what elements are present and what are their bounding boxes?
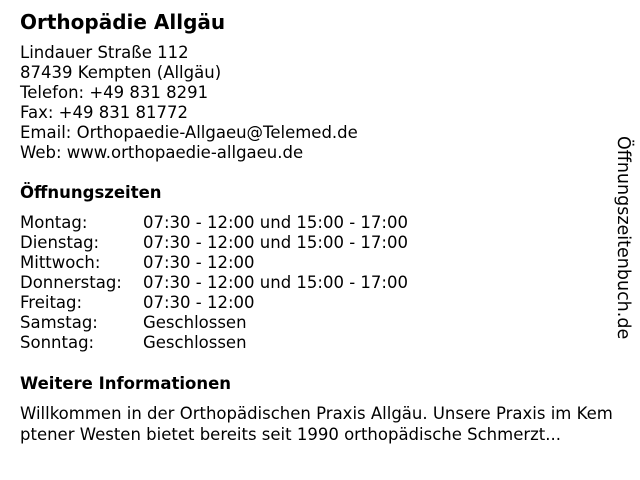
hours-row-wednesday <box>20 253 408 273</box>
hours-time: Geschlossen <box>143 313 247 332</box>
website-url: Web: www.orthopaedie-allgaeu.de <box>20 143 304 162</box>
phone-number: Telefon: +49 831 8291 <box>20 83 209 102</box>
hours-day: Montag: <box>20 213 88 232</box>
hours-time: 07:30 - 12:00 <box>143 253 255 272</box>
page-title: Orthopädie Allgäu <box>20 10 226 34</box>
hours-day: Mittwoch: <box>20 253 101 272</box>
fax-number: Fax: +49 831 81772 <box>20 103 188 122</box>
hours-time: 07:30 - 12:00 und 15:00 - 17:00 <box>143 273 408 292</box>
hours-day: Sonntag: <box>20 333 95 352</box>
hours-day: Dienstag: <box>20 233 100 252</box>
hours-time: 07:30 - 12:00 und 15:00 - 17:00 <box>143 213 408 232</box>
hours-row-sunday <box>20 333 408 353</box>
hours-time: 07:30 - 12:00 <box>143 293 255 312</box>
hours-row-tuesday <box>20 233 408 253</box>
hours-row-saturday <box>20 313 408 333</box>
further-info-heading: Weitere Informationen <box>20 374 232 393</box>
hours-row-thursday <box>20 273 408 293</box>
hours-time: Geschlossen <box>143 333 247 352</box>
site-watermark: Öffnungszeitenbuch.de <box>613 136 633 340</box>
address-block <box>20 43 358 163</box>
hours-row-friday <box>20 293 408 313</box>
hours-day: Freitag: <box>20 293 83 312</box>
hours-day: Donnerstag: <box>20 273 122 292</box>
hours-row-monday <box>20 213 408 233</box>
address-street: Lindauer Straße 112 <box>20 43 189 62</box>
address-city: 87439 Kempten (Allgäu) <box>20 63 222 82</box>
opening-hours-table <box>20 213 408 353</box>
hours-day: Samstag: <box>20 313 98 332</box>
email-address: Email: Orthopaedie-Allgaeu@Telemed.de <box>20 123 358 142</box>
further-info-text: Willkommen in der Orthopädischen Praxis Allgäu. Unsere Praxis im Kemptener Westen bietet bereits seit 1990 orthopädische Schmerzt... <box>20 404 613 444</box>
hours-time: 07:30 - 12:00 und 15:00 - 17:00 <box>143 233 408 252</box>
opening-hours-heading: Öffnungszeiten <box>20 183 162 202</box>
